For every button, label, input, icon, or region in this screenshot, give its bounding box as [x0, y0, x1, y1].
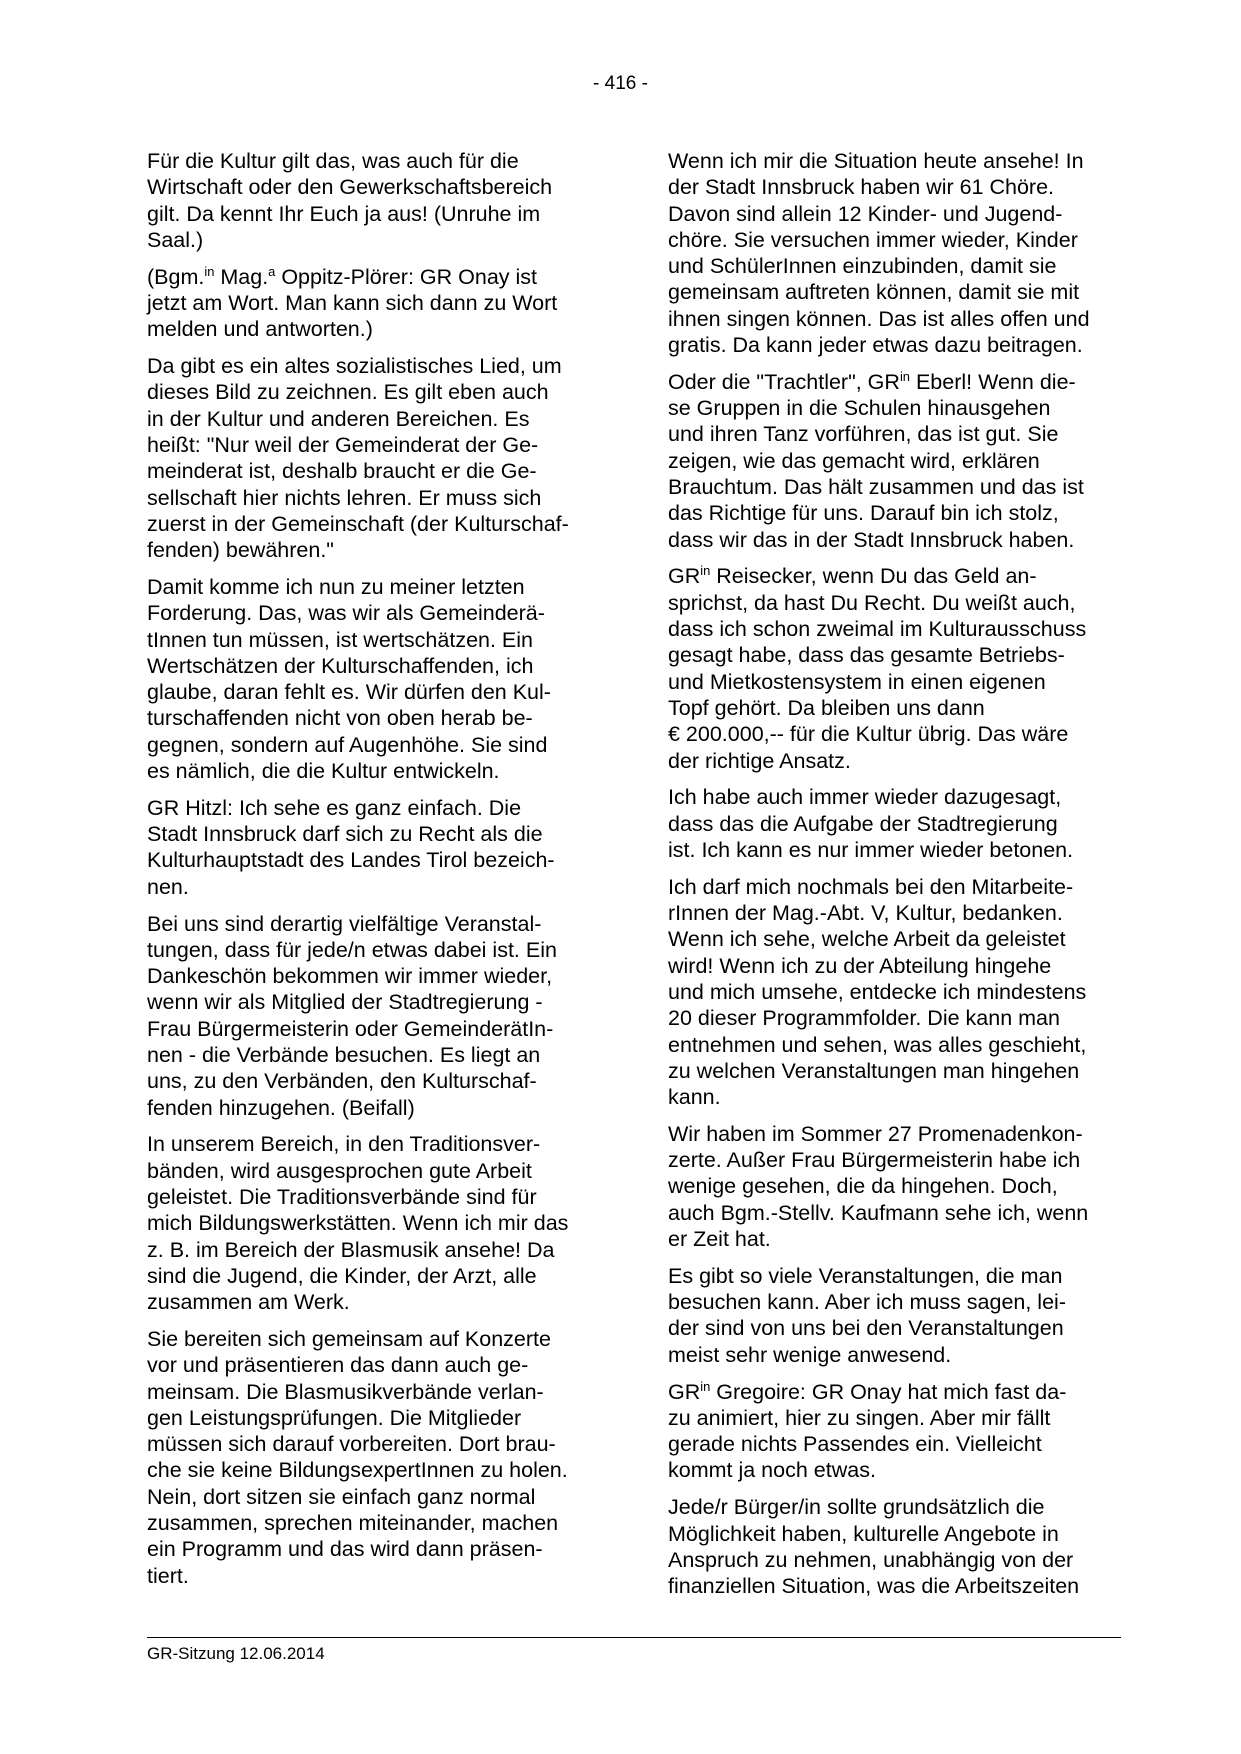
text-line: ihnen singen können. Das ist alles offen und [668, 306, 1090, 331]
text-line: gerade nichts Passendes ein. Vielleicht [668, 1432, 1042, 1457]
text-line: Stadt Innsbruck darf sich zu Recht als die [147, 822, 543, 847]
text-line: nen - die Verbände besuchen. Es liegt an [147, 1043, 541, 1067]
text-line: sellschaft hier nichts lehren. Er muss sich [147, 485, 542, 510]
text-line: meinsam. Die Blasmusikverbände verlan- [147, 1379, 544, 1404]
right-paragraph-8 [668, 1379, 1118, 1484]
text-line: zusammen, sprechen miteinander, machen [147, 1511, 559, 1536]
text-line: In unserem Bereich, in den Traditionsver- [147, 1132, 541, 1157]
right-column [668, 148, 1118, 1610]
text-line: gemeinsam auftreten können, damit sie mit [668, 280, 1080, 305]
text-line: Wenn ich mir die Situation heute ansehe! In [668, 149, 1084, 173]
text-line: bänden, wird ausgesprochen gute Arbeit [147, 1158, 532, 1183]
text-line: $GR^{in}$ Reisecker, wenn Du das Geld an- [668, 563, 1037, 589]
text-line: Topf gehört. Da bleiben uns dann [668, 695, 985, 720]
text-line: $GR^{in}$ Gregoire: GR Onay hat mich fast da- [668, 1378, 1067, 1404]
text-line: und mich umsehe, entdecke ich mindestens [668, 979, 1087, 1004]
text-line: Saal.) [147, 227, 204, 252]
text-line: jetzt am Wort. Man kann sich dann zu Wort [147, 290, 558, 315]
right-paragraph-1 [668, 148, 1118, 358]
text-line: z. B. im Bereich der Blasmusik ansehe! Da [147, 1237, 555, 1262]
right-paragraph-4 [668, 784, 1118, 863]
text-line: auch Bgm.-Stellv. Kaufmann sehe ich, wenn [668, 1200, 1089, 1225]
text-line: dieses Bild zu zeichnen. Es gilt eben auch [147, 380, 549, 405]
text-line: dass das die Aufgabe der Stadtregierung [668, 811, 1058, 836]
text-line: Ich darf mich nochmals bei den Mitarbeite- [668, 874, 1074, 899]
text-line: glaube, daran fehlt es. Wir dürfen den Kul- [147, 680, 551, 705]
text-line: finanziellen Situation, was die Arbeitszeiten [668, 1574, 1080, 1599]
text-line: in der Kultur und anderen Bereichen. Es [147, 406, 530, 431]
text-line: wenige gesehen, die da hingehen. Doch, [668, 1174, 1058, 1199]
text-line: der Stadt Innsbruck haben wir 61 Chöre. [668, 175, 1055, 200]
text-line: fenden) bewähren." [147, 538, 334, 563]
left-paragraph-5 [147, 795, 597, 900]
text-line: wird! Wenn ich zu der Abteilung hingehe [668, 953, 1052, 978]
text-line: Kulturhauptstadt des Landes Tirol bezeich- [147, 848, 555, 873]
text-line: Für die Kultur gilt das, was auch für die [147, 149, 519, 173]
text-line: Bei uns sind derartig vielfältige Veranstal- [147, 911, 542, 936]
text-line: ein Programm und das wird dann präsen- [147, 1537, 543, 1562]
left-paragraph-7 [147, 1131, 597, 1315]
text-line: rInnen der Mag.-Abt. V, Kultur, bedanken. [668, 901, 1063, 926]
text-line: meinderat ist, deshalb braucht er die Ge- [147, 459, 537, 484]
text-line: und ihren Tanz vorführen, das ist gut. Sie [668, 422, 1059, 447]
text-line: zuerst in der Gemeinschaft (der Kulturschaf- [147, 511, 569, 536]
footer-session-date: GR-Sitzung 12.06.2014 [147, 1644, 325, 1663]
right-paragraph-6 [668, 1121, 1118, 1252]
text-line: GR Hitzl: Ich sehe es ganz einfach. Die [147, 795, 522, 820]
text-line: entnehmen und sehen, was alles geschieht, [668, 1032, 1087, 1057]
text-line: sind die Jugend, die Kinder, der Arzt, alle [147, 1263, 537, 1288]
text-line: Oder die "Trachtler", $GR^{in}$ Eberl! Wenn die- [668, 368, 1076, 394]
text-line: es nämlich, die die Kultur entwickeln. [147, 759, 500, 784]
left-paragraph-1 [147, 148, 597, 253]
text-line: Davon sind allein 12 Kinder- und Jugend- [668, 201, 1063, 226]
text-line: Damit komme ich nun zu meiner letzten [147, 574, 525, 599]
right-paragraph-9 [668, 1494, 1118, 1599]
text-line: gegnen, sondern auf Augenhöhe. Sie sind [147, 732, 548, 757]
text-line: uns, zu den Verbänden, den Kulturschaf- [147, 1069, 537, 1094]
text-line: heißt: "Nur weil der Gemeinderat der Ge- [147, 432, 539, 457]
left-paragraph-4 [147, 574, 597, 784]
text-line: und Mietkostensystem in einen eigenen [668, 669, 1046, 694]
text-line: Anspruch zu nehmen, unabhängig von der [668, 1547, 1074, 1572]
text-line: Brauchtum. Das hält zusammen und das ist [668, 475, 1084, 500]
text-line: € 200.000,-- für die Kultur übrig. Das wäre [668, 722, 1069, 747]
text-line: Wir haben im Sommer 27 Promenadenkon- [668, 1121, 1083, 1146]
text-line: fenden hinzugehen. (Beifall) [147, 1095, 415, 1120]
text-line: Ich habe auch immer wieder dazugesagt, [668, 785, 1062, 810]
text-line: besuchen kann. Aber ich muss sagen, lei- [668, 1290, 1066, 1315]
left-column [147, 148, 597, 1599]
text-line: gen Leistungsprüfungen. Die Mitglieder [147, 1405, 522, 1430]
text-line: gratis. Da kann jeder etwas dazu beitragen. [668, 333, 1083, 358]
text-line: che sie keine BildungsexpertInnen zu holen. [147, 1458, 568, 1483]
left-paragraph-8 [147, 1326, 597, 1589]
text-line: tInnen tun müssen, ist wertschätzen. Ein [147, 627, 534, 652]
text-line: er Zeit hat. [668, 1227, 771, 1252]
text-line: chöre. Sie versuchen immer wieder, Kinder [668, 227, 1078, 252]
text-line: Wertschätzen der Kulturschaffenden, ich [147, 653, 534, 678]
text-line: 20 dieser Programmfolder. Die kann man [668, 1006, 1060, 1031]
text-line: zeigen, wie das gemacht wird, erklären [668, 448, 1040, 473]
text-line: müssen sich darauf vorbereiten. Dort brau- [147, 1432, 556, 1457]
right-paragraph-2 [668, 369, 1118, 553]
text-line: Da gibt es ein altes sozialistisches Lied, um [147, 354, 562, 379]
text-line: kommt ja noch etwas. [668, 1458, 876, 1483]
text-line: Nein, dort sitzen sie einfach ganz normal [147, 1484, 536, 1509]
text-line: Jede/r Bürger/in sollte grundsätzlich die [668, 1495, 1045, 1520]
right-paragraph-5 [668, 874, 1118, 1111]
text-line: turschaffenden nicht von oben herab be- [147, 706, 533, 731]
text-line: das Richtige für uns. Darauf bin ich stolz, [668, 501, 1059, 526]
page-number: - 416 - [593, 73, 648, 94]
text-line: kann. [668, 1085, 721, 1110]
text-line: Möglichkeit haben, kulturelle Angebote in [668, 1521, 1059, 1546]
text-line: zu animiert, hier zu singen. Aber mir fällt [668, 1405, 1051, 1430]
right-paragraph-3 [668, 563, 1118, 773]
text-line: zusammen am Werk. [147, 1290, 350, 1315]
text-line: ist. Ich kann es nur immer wieder betonen. [668, 837, 1074, 862]
footer-divider [147, 1637, 1121, 1638]
text-line: wenn wir als Mitglied der Stadtregierung - [147, 990, 543, 1015]
text-line: Wirtschaft oder den Gewerkschaftsbereich [147, 175, 553, 200]
text-line: Forderung. Das, was wir als Gemeinderä- [147, 601, 545, 626]
text-line: Sie bereiten sich gemeinsam auf Konzerte [147, 1326, 551, 1351]
text-line: Frau Bürgermeisterin oder GemeinderätIn- [147, 1016, 554, 1041]
text-line: und SchülerInnen einzubinden, damit sie [668, 254, 1057, 279]
text-line: vor und präsentieren das dann auch ge- [147, 1353, 529, 1378]
text-line: dass wir das in der Stadt Innsbruck haben. [668, 527, 1075, 552]
right-paragraph-7 [668, 1263, 1118, 1368]
text-line: der richtige Ansatz. [668, 748, 851, 773]
text-line: zu welchen Veranstaltungen man hingehen [668, 1058, 1080, 1083]
text-line: Dankeschön bekommen wir immer wieder, [147, 964, 553, 989]
text-line: meist sehr wenige anwesend. [668, 1342, 952, 1367]
text-line: nen. [147, 874, 189, 899]
text-line: Wenn ich sehe, welche Arbeit da geleistet [668, 927, 1066, 952]
text-line: tiert. [147, 1563, 189, 1588]
left-paragraph-3 [147, 353, 597, 563]
text-line: dass ich schon zweimal im Kulturausschuss [668, 617, 1087, 642]
text-line: (Bgm.$^{in}$ Mag.$^a$ Oppitz-Plörer: GR Onay ist [147, 263, 537, 289]
text-line: se Gruppen in die Schulen hinausgehen [668, 396, 1051, 421]
text-line: Es gibt so viele Veranstaltungen, die man [668, 1263, 1063, 1288]
left-paragraph-6 [147, 911, 597, 1121]
text-line: gilt. Da kennt Ihr Euch ja aus! (Unruhe im [147, 201, 541, 226]
left-paragraph-2 [147, 264, 597, 343]
text-line: tungen, dass für jede/n etwas dabei ist. Ein [147, 937, 557, 962]
text-line: melden und antworten.) [147, 317, 373, 342]
text-line: mich Bildungswerkstätten. Wenn ich mir das [147, 1211, 569, 1236]
text-line: der sind von uns bei den Veranstaltungen [668, 1316, 1064, 1341]
text-line: sprichst, da hast Du Recht. Du weißt auch, [668, 590, 1076, 615]
text-line: zerte. Außer Frau Bürgermeisterin habe ich [668, 1148, 1081, 1173]
text-line: gesagt habe, dass das gesamte Betriebs- [668, 643, 1065, 668]
text-line: geleistet. Die Traditionsverbände sind für [147, 1184, 537, 1209]
